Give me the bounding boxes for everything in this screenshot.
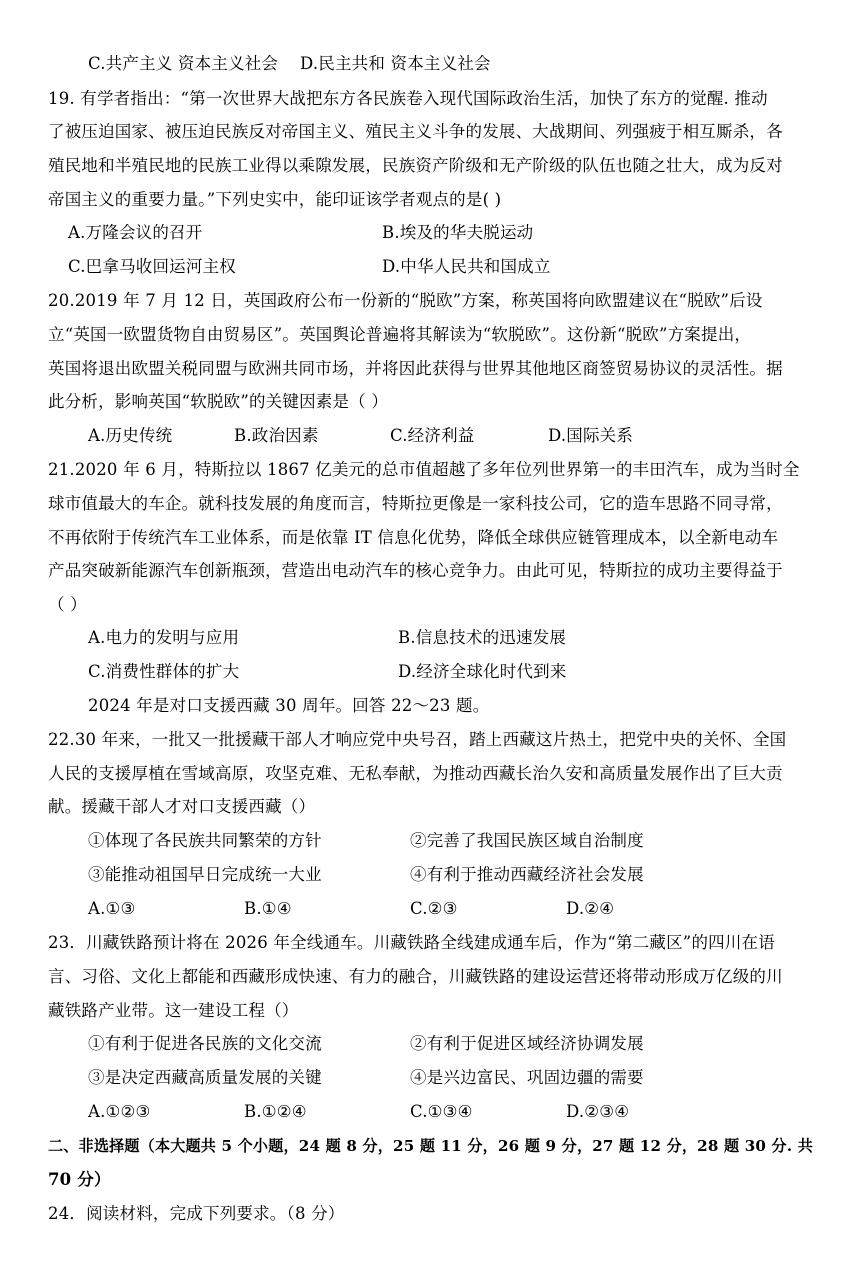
q23-statement-1: ①有利于促进各民族的文化交流 (88, 1034, 322, 1053)
section-heading: 70 分） (48, 1170, 111, 1189)
q22-statement-1: ①体现了各民族共同繁荣的方针 (88, 831, 322, 850)
q23-stem-line: 23．川藏铁路预计将在 2026 年全线通车。川藏铁路全线建成通车后，作为“第二藏区”的四川在语 (48, 933, 775, 952)
q18-option-d: D.民主共和 资本主义社会 (300, 54, 491, 73)
q22-statement-4: ④有利于推动西藏经济社会发展 (410, 865, 644, 884)
q19-option-a: A.万隆会议的召开 (68, 223, 203, 242)
q21-option-a: A.电力的发明与应用 (88, 628, 240, 647)
q23-statement-2: ②有利于促进区域经济协调发展 (410, 1034, 644, 1053)
q22-statement-3: ③能推动祖国早日完成统一大业 (88, 865, 322, 884)
q19-stem-line: 19. 有学者指出：“第一次世界大战把东方各民族卷入现代国际政治生活，加快了东方的觉醒. 推动 (48, 89, 768, 108)
q21-stem-line: 21.2020 年 6 月，特斯拉以 1867 亿美元的总市值超越了多年位列世界第一的丰田汽车，成为当时全 (48, 460, 800, 479)
q21-option-b: B.信息技术的迅速发展 (398, 628, 567, 647)
q20-stem-line: 英国将退出欧盟关税同盟与欧洲共同市场，并将因此获得与世界其他地区商签贸易协议的灵活性。据 (48, 359, 783, 378)
section-heading: 二、非选择题（本大题共 5 个小题，24 题 8 分，25 题 11 分，26 题 9 分，27 题 12 分，28 题 30 分. 共 (48, 1137, 814, 1155)
q21-stem-line: （ ） (48, 595, 87, 614)
q20-stem-line: 立“英国一欧盟货物自由贸易区”。英国舆论普遍将其解读为“软脱欧”。这份新“脱欧”方案提出， (48, 325, 752, 344)
q19-stem-line: 殖民地和半殖民地的民族工业得以乘隙发展，民族资产阶级和无产阶级的队伍也随之壮大，成为反对 (48, 156, 783, 175)
q21-stem-line: 球市值最大的车企。就科技发展的角度而言，特斯拉更像是一家科技公司，它的造车思路不同寻常， (48, 494, 783, 513)
q23-stem-line: 言、习俗、文化上都能和西藏形成快速、有力的融合，川藏铁路的建设运营还将带动形成万亿级的川 (48, 967, 783, 986)
q18-option-c: C.共产主义 资本主义社会 (88, 54, 279, 73)
q23-option-b: B.①②④ (244, 1102, 307, 1121)
q22-stem-line: 献。援藏干部人才对口支援西藏（） (48, 797, 316, 816)
q21-option-d: D.经济全球化时代到来 (398, 662, 567, 681)
q23-option-d: D.②③④ (566, 1102, 630, 1121)
q20-option-d: D.国际关系 (548, 426, 634, 445)
q22-23-intro: 2024 年是对口支援西藏 30 周年。回答 22～23 题。 (88, 696, 490, 715)
q19-option-c: C.巴拿马收回运河主权 (68, 257, 236, 276)
q20-stem-line: 20.2019 年 7 月 12 日，英国政府公布一份新的“脱欧”方案，称英国将向欧盟建议在“脱欧”后设 (48, 291, 763, 310)
q19-stem-line: 了被压迫国家、被压迫民族反对帝国主义、殖民主义斗争的发展、大战期间、列强疲于相互厮杀，各 (48, 122, 783, 141)
q23-statement-4: ④是兴边富民、巩固边疆的需要 (410, 1068, 644, 1087)
q23-statement-3: ③是决定西藏高质量发展的关键 (88, 1068, 322, 1087)
q22-stem-line: 人民的支援厚植在雪域高原，攻坚克难、无私奉献，为推动西藏长治久安和高质量发展作出了巨大贡 (48, 764, 783, 783)
q19-option-b: B.埃及的华夫脱运动 (382, 223, 534, 242)
q23-option-a: A.①②③ (88, 1102, 151, 1121)
q21-stem-line: 不再依附于传统汽车工业体系，而是依靠 IT 信息化优势，降低全球供应链管理成本，以全新电动车 (48, 528, 779, 547)
q24-stem: 24．阅读材料，完成下列要求。（8 分） (48, 1204, 345, 1223)
q20-option-b: B.政治因素 (234, 426, 319, 445)
q23-option-c: C.①③④ (410, 1102, 473, 1121)
q20-option-c: C.经济利益 (390, 426, 475, 445)
q22-option-a: A.①③ (88, 899, 136, 918)
q20-option-a: A.历史传统 (88, 426, 173, 445)
q21-option-c: C.消费性群体的扩大 (88, 662, 240, 681)
q23-stem-line: 藏铁路产业带。这一建设工程（） (48, 1001, 299, 1020)
q19-option-d: D.中华人民共和国成立 (382, 257, 551, 276)
q22-option-c: C.②③ (410, 899, 458, 918)
q22-option-d: D.②④ (566, 899, 615, 918)
q21-stem-line: 产品突破新能源汽车创新瓶颈，营造出电动汽车的核心竞争力。由此可见，特斯拉的成功主要得益于 (48, 561, 783, 580)
q22-stem-line: 22.30 年来，一批又一批援藏干部人才响应党中央号召，踏上西藏这片热土，把党中央的关怀、全国 (48, 730, 787, 749)
q22-statement-2: ②完善了我国民族区域自治制度 (410, 831, 644, 850)
q20-stem-line: 此分析，影响英国“软脱欧”的关键因素是（ ） (48, 392, 389, 411)
q22-option-b: B.①④ (244, 899, 292, 918)
q19-stem-line: 帝国主义的重要力量。”下列史实中，能印证该学者观点的是( ) (48, 190, 502, 209)
